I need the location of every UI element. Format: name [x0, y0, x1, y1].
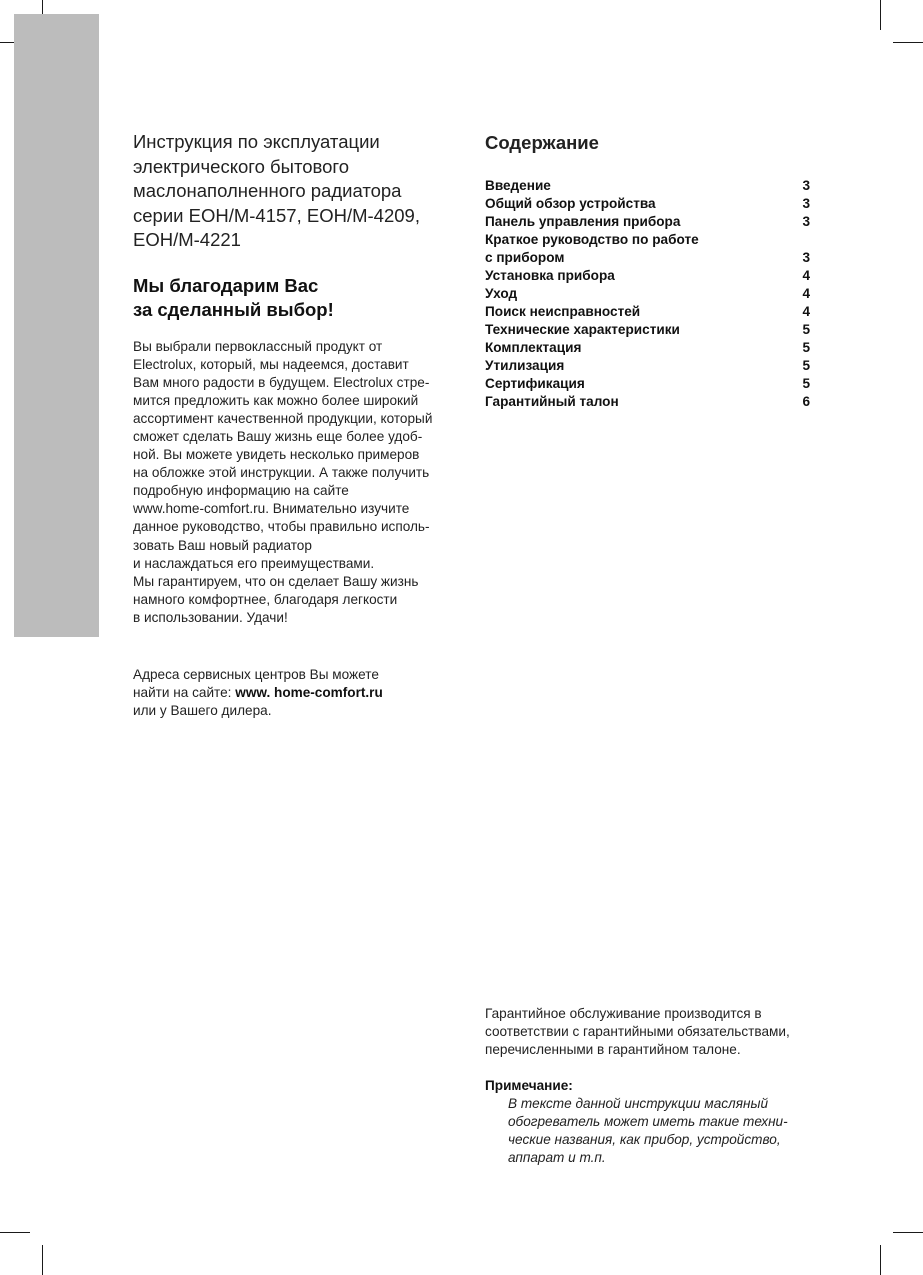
toc-item[interactable] [485, 375, 810, 393]
note-line: В тексте данной инструкции масляный [508, 1096, 769, 1111]
warranty-line: перечисленными в гарантийном талоне. [485, 1042, 741, 1057]
toc-item[interactable] [485, 393, 810, 411]
toc-item-label: Панель управления прибора [485, 214, 681, 229]
toc-title: Содержание [485, 132, 599, 153]
toc-item-page: 4 [802, 268, 810, 283]
toc-item[interactable] [485, 177, 810, 195]
document-title [133, 130, 463, 253]
service-line-prefix: найти на сайте: [133, 685, 236, 700]
intro-line: ной. Вы можете увидеть несколько примеров [133, 447, 420, 463]
document-title-line: электрического бытового [133, 155, 350, 177]
toc-item-label: Технические характеристики [485, 322, 680, 337]
intro-line: www.home-comfort.ru. Внимательно изучите [133, 501, 410, 517]
toc-item-page: 3 [802, 250, 810, 265]
toc-item-page: 5 [802, 376, 810, 391]
crop-mark-bottom-right-vertical [880, 1245, 881, 1275]
service-line: или у Вашего дилера. [133, 703, 272, 718]
toc-item[interactable] [485, 231, 810, 249]
intro-line: на обложке этой инструкции. А также получить [133, 465, 430, 481]
toc-item-label: Поиск неисправностей [485, 304, 641, 319]
toc-item-page: 3 [802, 196, 810, 211]
document-title-line: Инструкция по эксплуатации [133, 131, 380, 152]
intro-line: Мы гарантируем, что он сделает Вашу жизнь [133, 573, 419, 589]
toc-item[interactable] [485, 357, 810, 375]
toc-item-page: 5 [802, 340, 810, 355]
toc-item[interactable] [485, 321, 810, 339]
intro-line: ассортимент качественной продукции, который [133, 411, 433, 427]
crop-mark-bottom-left-horizontal [0, 1232, 30, 1233]
toc-item-label: Установка прибора [485, 268, 615, 283]
service-line-with-link [133, 684, 468, 702]
note-line: обогреватель может иметь такие техни- [508, 1114, 788, 1129]
toc-item-page: 4 [802, 286, 810, 301]
toc-item[interactable] [485, 285, 810, 303]
toc-item-label: Общий обзор устройства [485, 196, 656, 211]
intro-line: Вы выбрали первоклассный продукт от [133, 339, 383, 354]
note-label: Примечание: [485, 1078, 573, 1093]
warranty-paragraph [485, 1005, 820, 1059]
warranty-line: соответствии с гарантийными обязательствами, [485, 1024, 790, 1039]
intro-line: данное руководство, чтобы правильно исполь- [133, 519, 430, 535]
intro-line: зовать Ваш новый радиатор [133, 537, 312, 553]
intro-line: и наслаждаться его преимуществами. [133, 555, 375, 571]
toc-item-label: Сертификация [485, 376, 585, 391]
thanks-heading-line: Мы благодарим Вас [133, 275, 319, 296]
intro-line: подробную информацию на сайте [133, 483, 349, 499]
document-title-line: маслонаполненного радиатора [133, 180, 402, 201]
warranty-line: Гарантийное обслуживание производится в [485, 1006, 762, 1021]
toc-item-page: 3 [802, 214, 810, 229]
toc-item-label: с прибором [485, 250, 565, 265]
toc-item-label: Краткое руководство по работе [485, 232, 699, 247]
toc-item-page: 5 [802, 358, 810, 373]
toc-item-label: Уход [485, 286, 518, 301]
toc-item-label: Комплектация [485, 340, 582, 355]
intro-paragraph [133, 338, 468, 627]
service-line: Адреса сервисных центров Вы можете [133, 667, 379, 682]
toc-item-page: 3 [802, 178, 810, 193]
side-tab-decoration [14, 14, 99, 637]
toc-item[interactable] [485, 213, 810, 231]
intro-line: мится предложить как можно более широкий [133, 393, 419, 409]
note-line: ческие названия, как прибор, устройство, [508, 1132, 781, 1147]
intro-line: намного комфортнее, благодаря легкости [133, 591, 398, 607]
toc-item[interactable] [485, 267, 810, 285]
table-of-contents [485, 177, 810, 411]
toc-item-label: Введение [485, 178, 551, 193]
note-line: аппарат и т.п. [508, 1150, 606, 1165]
thanks-heading [133, 274, 463, 322]
service-centers-note [133, 666, 468, 720]
crop-mark-bottom-left-vertical [42, 1245, 43, 1275]
document-title-line: EOH/M-4221 [133, 229, 241, 250]
intro-line: сможет сделать Вашу жизнь еще более удоб- [133, 429, 423, 445]
toc-item-page: 5 [802, 322, 810, 337]
toc-item[interactable] [485, 195, 810, 213]
toc-item-page: 4 [802, 304, 810, 319]
intro-line: Electrolux, который, мы надеемся, доставит [133, 357, 409, 373]
toc-item-label: Гарантийный талон [485, 394, 619, 409]
crop-mark-top-right-vertical [880, 0, 881, 30]
toc-item-page: 6 [802, 394, 810, 409]
website-link[interactable]: www. home-comfort.ru [235, 685, 383, 700]
crop-mark-bottom-right-horizontal [893, 1232, 923, 1233]
crop-mark-top-right-horizontal [893, 42, 923, 43]
intro-line: Вам много радости в будущем. Electrolux стре- [133, 375, 430, 391]
document-title-line: серии EOH/M-4157, EOH/M-4209, [133, 204, 420, 226]
thanks-heading-line: за сделанный выбор! [133, 299, 334, 320]
toc-item-label: Утилизация [485, 358, 565, 373]
toc-item[interactable] [485, 249, 810, 267]
note-body [508, 1095, 818, 1167]
toc-item[interactable] [485, 339, 810, 357]
intro-line: в использовании. Удачи! [133, 609, 288, 625]
toc-item[interactable] [485, 303, 810, 321]
